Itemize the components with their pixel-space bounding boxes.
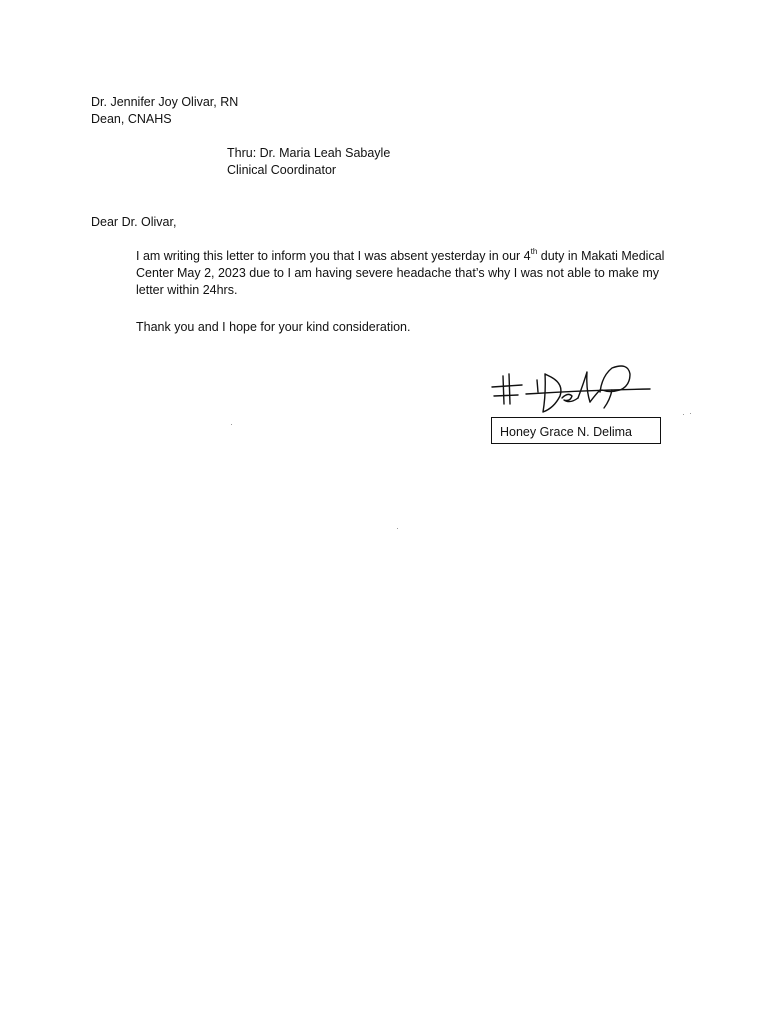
addressee-block bbox=[91, 94, 238, 128]
salutation: Dear Dr. Olivar, bbox=[91, 215, 177, 229]
thru-line: Thru: Dr. Maria Leah Sabayle bbox=[227, 146, 391, 160]
addressee-title: Dean, CNAHS bbox=[91, 112, 172, 126]
body-text-part2: duty in Makati Medical Center May 2, 2023 due to I am having severe headache that’s why I was not able to make my letter within 24hrs. bbox=[136, 249, 665, 297]
body-paragraph bbox=[136, 248, 676, 299]
thru-block bbox=[227, 145, 390, 179]
addressee-name: Dr. Jennifer Joy Olivar, RN bbox=[91, 95, 239, 109]
printed-name-box: Honey Grace N. Delima bbox=[491, 417, 661, 444]
body-text-part1: I am writing this letter to inform you that I was absent yesterday in our 4 bbox=[136, 249, 531, 263]
ordinal-suffix: th bbox=[530, 246, 538, 256]
thru-title: Clinical Coordinator bbox=[227, 163, 337, 177]
scan-speck bbox=[397, 528, 398, 529]
scan-speck bbox=[690, 413, 691, 414]
scan-speck bbox=[231, 424, 232, 425]
scan-speck bbox=[683, 414, 684, 415]
closing-line: Thank you and I hope for your kind consideration. bbox=[136, 320, 411, 334]
signature-image bbox=[488, 360, 658, 420]
